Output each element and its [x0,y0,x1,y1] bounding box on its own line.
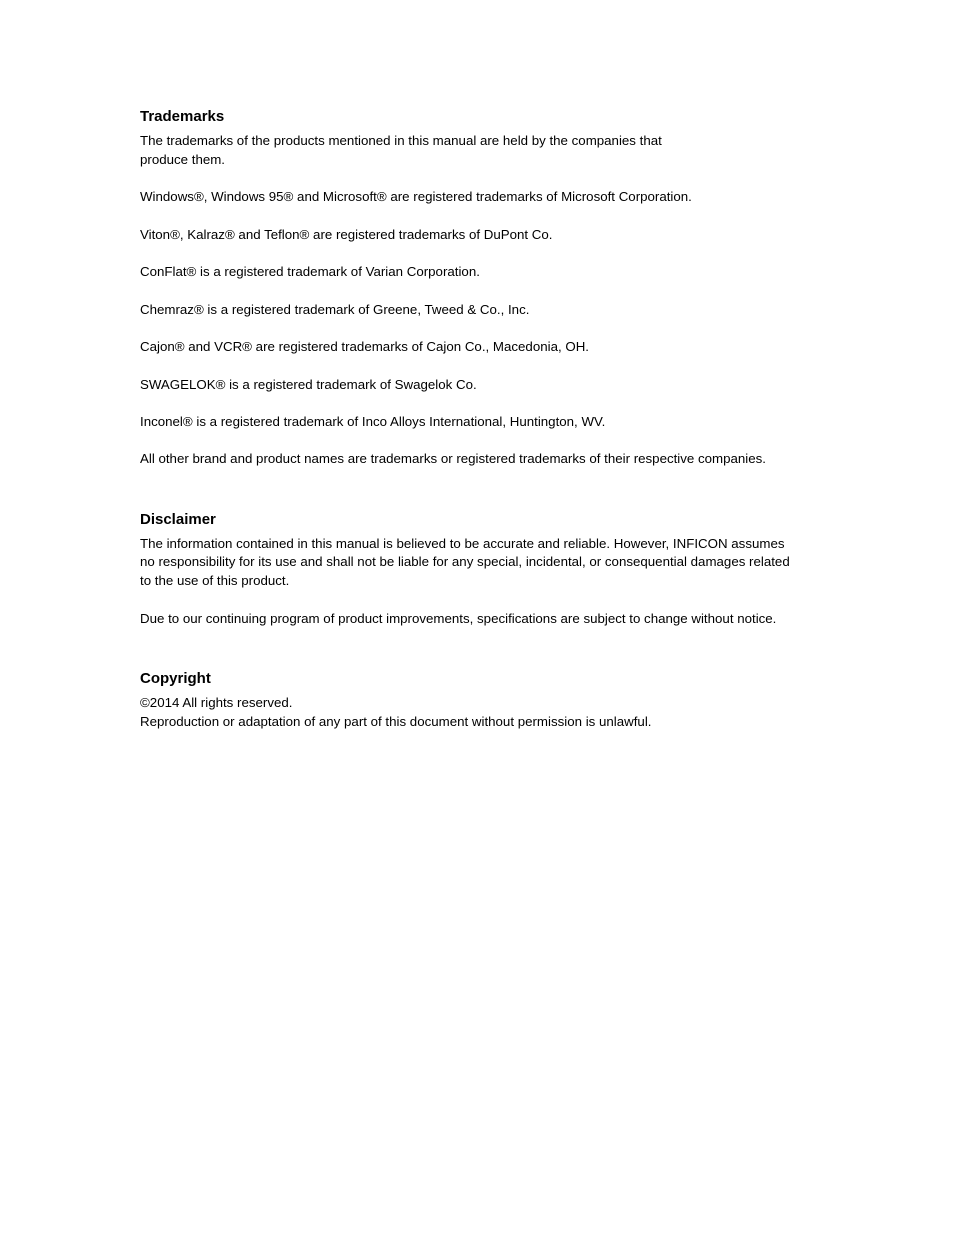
trademark-other-brands: All other brand and product names are trademarks or registered trademarks of their respective companies. [140,451,766,466]
trademark-dupont: Viton®, Kalraz® and Teflon® are registered trademarks of DuPont Co. [140,227,553,242]
disclaimer-line-3: to the use of this product. [140,573,290,588]
trademark-greene-tweed: Chemraz® is a registered trademark of Greene, Tweed & Co., Inc. [140,302,530,317]
trademarks-heading: Trademarks [140,108,225,125]
trademark-inconel: Inconel® is a registered trademark of Inco Alloys International, Huntington, WV. [140,414,606,429]
disclaimer-heading: Disclaimer [140,511,216,528]
trademarks-intro-line-2: produce them. [140,152,226,167]
trademark-cajon: Cajon® and VCR® are registered trademarks of Cajon Co., Macedonia, OH. [140,339,589,354]
trademark-swagelok: SWAGELOK® is a registered trademark of Swagelok Co. [140,377,477,392]
trademarks-intro-line-1: The trademarks of the products mentioned in this manual are held by the companies that [140,133,662,148]
copyright-line-1: ©2014 All rights reserved. [140,695,293,710]
copyright-heading: Copyright [140,670,211,687]
disclaimer-line-2: no responsibility for its use and shall not be liable for any special, incidental, or consequential damages related [140,554,790,569]
disclaimer-line-1: The information contained in this manual is believed to be accurate and reliable. However, INFICON assumes [140,536,785,551]
trademark-microsoft: Windows®, Windows 95® and Microsoft® are registered trademarks of Microsoft Corporation. [140,189,692,204]
copyright-line-2: Reproduction or adaptation of any part of this document without permission is unlawful. [140,714,652,729]
disclaimer-change-notice: Due to our continuing program of product improvements, specifications are subject to change without notice. [140,611,777,626]
trademark-varian: ConFlat® is a registered trademark of Varian Corporation. [140,264,480,279]
